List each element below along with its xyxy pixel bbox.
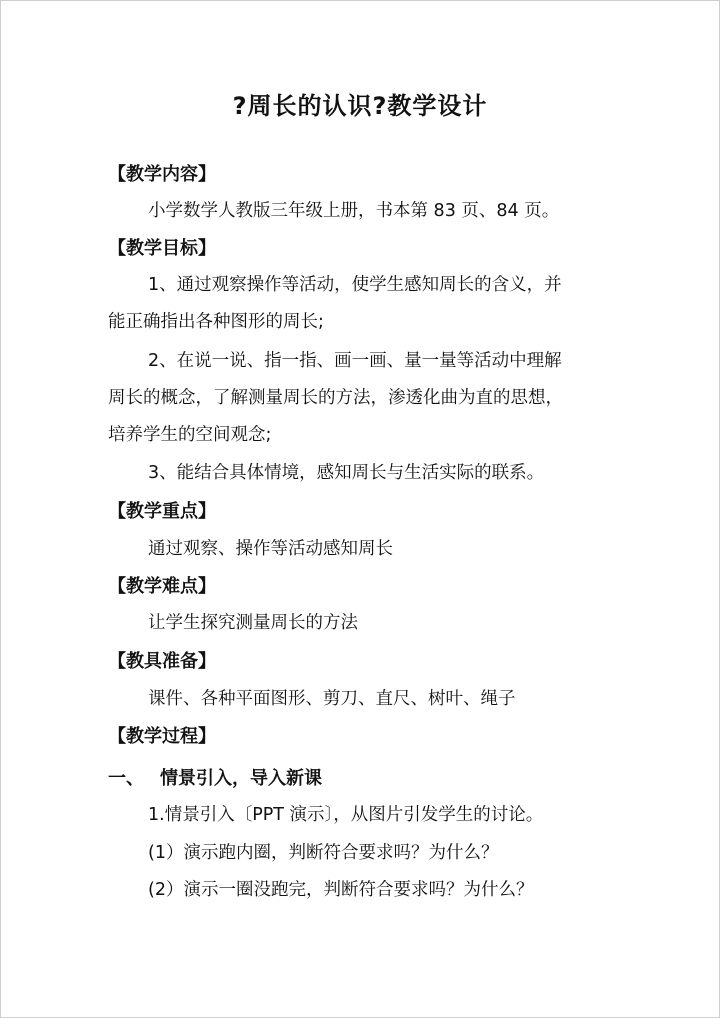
key-point-text: 通过观察、操作等活动感知周长: [148, 539, 393, 559]
tools-heading: 【教具准备】: [108, 651, 216, 672]
goal-2-line-3: 培养学生的空间观念;: [108, 425, 272, 445]
section-1-title: 情景引入，导入新课: [160, 768, 322, 789]
tools-text: 课件、各种平面图形、剪刀、直尺、树叶、绳子: [148, 689, 516, 709]
document-title: ?周长的认识?教学设计: [232, 92, 488, 120]
goals-heading: 【教学目标】: [108, 238, 216, 259]
process-heading: 【教学过程】: [108, 726, 216, 747]
content-text: 小学数学人教版三年级上册，书本第 83 页、84 页。: [148, 201, 560, 221]
section-1-number: 一、: [108, 768, 144, 789]
difficulty-text: 让学生探究测量周长的方法: [148, 613, 358, 633]
key-point-heading: 【教学重点】: [108, 501, 216, 522]
content-heading: 【教学内容】: [108, 164, 216, 185]
step-1: 1.情景引入〔PPT 演示〕，从图片引发学生的讨论。: [148, 805, 544, 825]
section-1-heading: [108, 764, 322, 790]
step-1-question-2: (2）演示一圈没跑完，判断符合要求吗？为什么？: [148, 880, 534, 900]
difficulty-heading: 【教学难点】: [108, 576, 216, 597]
goal-2-line-2: 周长的概念，了解测量周长的方法，渗透化曲为直的思想，: [108, 388, 563, 408]
goal-1-line-2: 能正确指出各种图形的周长;: [108, 312, 324, 332]
step-1-question-1: (1）演示跑内圈，判断符合要求吗？为什么？: [148, 843, 499, 863]
goal-2-line-1: 2、在说一说、指一指、画一画、量一量等活动中理解: [148, 351, 562, 371]
goal-3: 3、能结合具体情境，感知周长与生活实际的联系。: [148, 463, 545, 483]
goal-1-line-1: 1、通过观察操作等活动，使学生感知周长的含义，并: [148, 275, 562, 295]
